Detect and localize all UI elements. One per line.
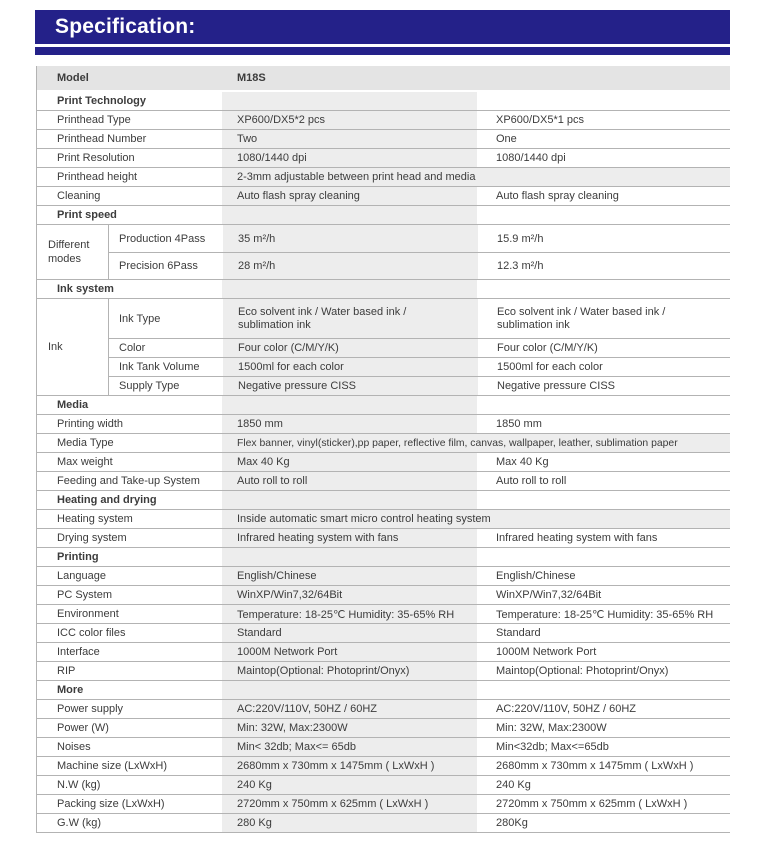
- row-pc-system: [37, 586, 730, 605]
- value-cell-2: Eco solvent ink / Water based ink / sublimation ink: [497, 305, 666, 331]
- empty-cell: [222, 491, 477, 509]
- group-label: Different modes: [37, 225, 109, 279]
- row-printhead-type: [37, 111, 730, 130]
- row-label: Language: [57, 570, 106, 582]
- value-cell-1: English/Chinese: [222, 567, 477, 585]
- value-cell-2: 2680mm x 730mm x 1475mm ( LxWxH ): [496, 760, 694, 772]
- value-cell-2: 1500ml for each color: [497, 361, 603, 373]
- row-max-weight: [37, 453, 730, 472]
- row-label: Printhead height: [57, 171, 138, 183]
- section-media: [37, 396, 730, 415]
- model-label: Model: [57, 72, 89, 84]
- value-cell-1: Eco solvent ink / Water based ink / sublimation ink: [223, 299, 478, 338]
- row-printhead-height: [37, 168, 730, 187]
- empty-cell: [477, 206, 730, 224]
- row-packing-size: [37, 795, 730, 814]
- value-cell-1: Min< 32db; Max<= 65db: [222, 738, 477, 756]
- section-banner: [35, 10, 730, 44]
- value-cell-1: WinXP/Win7,32/64Bit: [222, 586, 477, 604]
- model-value-m18s: M18S: [237, 72, 266, 84]
- row-label: Noises: [57, 741, 91, 753]
- row-rip: [37, 662, 730, 681]
- empty-cell: [222, 681, 477, 699]
- value-cell-2: Auto flash spray cleaning: [496, 190, 619, 202]
- value-cell-1: Auto roll to roll: [222, 472, 477, 490]
- merged-value-cell: 2-3mm adjustable between print head and media: [222, 168, 730, 186]
- value-cell-2: 12.3 m²/h: [497, 260, 544, 272]
- row-supply-type: [109, 376, 730, 395]
- row-label: PC System: [57, 589, 113, 601]
- row-label: Printing width: [57, 418, 124, 430]
- section-more: [37, 681, 730, 700]
- row-label: Print Resolution: [57, 152, 135, 164]
- section-ink-system: [37, 280, 730, 299]
- merged-value-cell: Inside automatic smart micro control heating system: [222, 510, 730, 528]
- value-cell-2: 1850 mm: [496, 418, 542, 430]
- value-cell-1: 1000M Network Port: [222, 643, 477, 661]
- value-cell-1: AC:220V/110V, 50HZ / 60HZ: [222, 700, 477, 718]
- row-label: Cleaning: [57, 190, 101, 202]
- sub-row-label: Ink Tank Volume: [119, 361, 200, 373]
- value-cell-2: 2720mm x 750mm x 625mm ( LxWxH ): [496, 798, 688, 810]
- value-cell-1: XP600/DX5*2 pcs: [222, 111, 477, 129]
- row-print-resolution: [37, 149, 730, 168]
- section-title: Print speed: [57, 209, 117, 221]
- row-gw: [37, 814, 730, 833]
- row-production-4pass: [109, 225, 730, 252]
- row-label: N.W (kg): [57, 779, 101, 791]
- empty-cell: [222, 548, 477, 566]
- empty-cell: [222, 396, 477, 414]
- value-cell-2: 240 Kg: [496, 779, 531, 791]
- section-print-speed: [37, 206, 730, 225]
- row-feeding-takeup: [37, 472, 730, 491]
- row-label: Max weight: [57, 456, 113, 468]
- row-label: Power (W): [57, 722, 109, 734]
- value-cell-1: 1850 mm: [222, 415, 477, 433]
- row-ink-tank-volume: [109, 357, 730, 376]
- row-label: Environment: [57, 608, 119, 620]
- section-print-technology: [37, 92, 730, 111]
- value-cell-2: WinXP/Win7,32/64Bit: [496, 589, 602, 601]
- row-label: Heating system: [57, 513, 133, 525]
- value-cell-1: Maintop(Optional: Photoprint/Onyx): [222, 662, 477, 680]
- value-cell-1: Temperature: 18-25℃ Humidity: 35-65% RH: [222, 605, 477, 623]
- row-printing-width: [37, 415, 730, 434]
- sub-row-label: Color: [119, 342, 146, 354]
- row-power-w: [37, 719, 730, 738]
- value-cell-1: 280 Kg: [222, 814, 477, 832]
- empty-cell: [477, 92, 730, 110]
- sub-row-label: Ink Type: [119, 312, 161, 325]
- row-label: Interface: [57, 646, 100, 658]
- group-different-modes: [37, 225, 730, 280]
- empty-cell: [222, 280, 477, 298]
- empty-cell: [477, 396, 730, 414]
- value-cell-2: Four color (C/M/Y/K): [497, 342, 598, 354]
- row-noises: [37, 738, 730, 757]
- value-cell-1: 1080/1440 dpi: [222, 149, 477, 167]
- row-label: Feeding and Take-up System: [57, 475, 200, 487]
- section-title: Media: [57, 399, 89, 411]
- section-printing: [37, 548, 730, 567]
- row-label: G.W (kg): [57, 817, 101, 829]
- row-label: Packing size (LxWxH): [57, 798, 165, 810]
- row-ink-type: [109, 299, 730, 338]
- value-cell-1: Negative pressure CISS: [223, 377, 478, 395]
- row-printhead-number: [37, 130, 730, 149]
- row-label: Printhead Type: [57, 114, 131, 126]
- model-header-row: [37, 66, 730, 90]
- value-cell-2: 1000M Network Port: [496, 646, 597, 658]
- value-cell-2: Negative pressure CISS: [497, 380, 615, 392]
- row-media-type: [37, 434, 730, 453]
- value-cell-2: Temperature: 18-25℃ Humidity: 35-65% RH: [496, 608, 714, 621]
- empty-cell: [477, 681, 730, 699]
- row-language: [37, 567, 730, 586]
- value-cell-1: 1500ml for each color: [223, 358, 478, 376]
- value-cell-2: Min<32db; Max<=65db: [496, 741, 609, 753]
- row-power-supply: [37, 700, 730, 719]
- merged-value-cell: Flex banner, vinyl(sticker),pp paper, reflective film, canvas, wallpaper, leather, sublimation paper: [222, 434, 730, 452]
- value-cell-2: One: [496, 133, 517, 145]
- row-machine-size: [37, 757, 730, 776]
- section-title: Heating and drying: [57, 494, 157, 506]
- sub-row-label: Supply Type: [119, 380, 180, 392]
- value-cell-1: Two: [222, 130, 477, 148]
- row-environment: [37, 605, 730, 624]
- value-cell-2: 1080/1440 dpi: [496, 152, 566, 164]
- group-ink: [37, 299, 730, 396]
- value-cell-2: XP600/DX5*1 pcs: [496, 114, 585, 126]
- section-title: Print Technology: [57, 95, 147, 107]
- value-cell-2: Standard: [496, 627, 541, 639]
- empty-cell: [477, 280, 730, 298]
- value-cell-1: 240 Kg: [222, 776, 477, 794]
- row-color: [109, 338, 730, 357]
- section-title: More: [57, 684, 84, 696]
- value-cell-2: Max 40 Kg: [496, 456, 549, 468]
- row-icc-color-files: [37, 624, 730, 643]
- specification-table: [36, 66, 730, 833]
- value-cell-2: Infrared heating system with fans: [496, 532, 658, 544]
- value-cell-1: Min: 32W, Max:2300W: [222, 719, 477, 737]
- section-title: Printing: [57, 551, 99, 563]
- empty-cell: [222, 92, 477, 110]
- section-title: Ink system: [57, 283, 114, 295]
- row-label: Machine size (LxWxH): [57, 760, 168, 772]
- value-cell-2: Auto roll to roll: [496, 475, 567, 487]
- value-cell-2: English/Chinese: [496, 570, 576, 582]
- row-precision-6pass: [109, 252, 730, 279]
- empty-cell: [222, 206, 477, 224]
- group-label: Ink: [37, 299, 109, 395]
- value-cell-1: Max 40 Kg: [222, 453, 477, 471]
- value-cell-2: Maintop(Optional: Photoprint/Onyx): [496, 665, 669, 677]
- row-heating-system: [37, 510, 730, 529]
- value-cell-1: 2680mm x 730mm x 1475mm ( LxWxH ): [222, 757, 477, 775]
- value-cell-1: Auto flash spray cleaning: [222, 187, 477, 205]
- section-heating-drying: [37, 491, 730, 510]
- value-cell-2: Min: 32W, Max:2300W: [496, 722, 607, 734]
- value-cell-1: 2720mm x 750mm x 625mm ( LxWxH ): [222, 795, 477, 813]
- page-title: Specification:: [55, 15, 196, 38]
- value-cell-1: 35 m²/h: [223, 225, 478, 252]
- row-label: RIP: [57, 665, 76, 677]
- row-cleaning: [37, 187, 730, 206]
- sub-row-label: Production 4Pass: [119, 232, 206, 245]
- value-cell-1: Four color (C/M/Y/K): [223, 339, 478, 357]
- row-nw: [37, 776, 730, 795]
- empty-cell: [477, 491, 730, 509]
- empty-cell: [477, 548, 730, 566]
- row-drying-system: [37, 529, 730, 548]
- row-interface: [37, 643, 730, 662]
- row-label: Power supply: [57, 703, 124, 715]
- row-label: Drying system: [57, 532, 127, 544]
- value-cell-2: 280Kg: [496, 817, 528, 829]
- row-label: Media Type: [57, 437, 114, 449]
- value-cell-2: 15.9 m²/h: [497, 232, 544, 245]
- sub-row-label: Precision 6Pass: [119, 260, 198, 272]
- value-cell-1: Standard: [222, 624, 477, 642]
- value-cell-1: 28 m²/h: [223, 253, 478, 279]
- banner-underline: [35, 47, 730, 55]
- row-label: ICC color files: [57, 627, 126, 639]
- value-cell-1: Infrared heating system with fans: [222, 529, 477, 547]
- row-label: Printhead Number: [57, 133, 147, 145]
- value-cell-2: AC:220V/110V, 50HZ / 60HZ: [496, 703, 637, 715]
